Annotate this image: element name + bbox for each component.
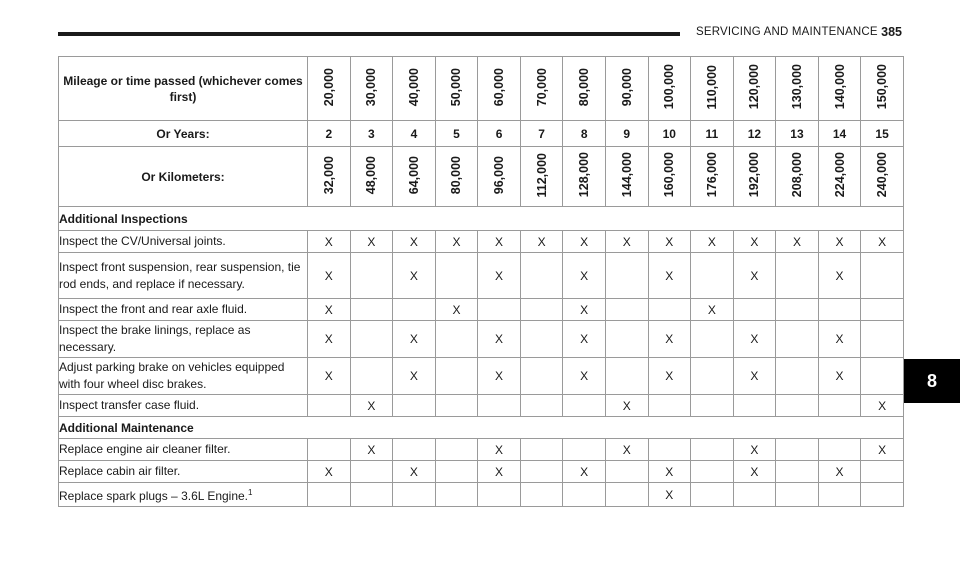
km-value: 224,000 [832,152,847,198]
schedule-mark: X [733,439,776,461]
mileage-label: Mileage or time passed (whichever comes first) [59,57,308,121]
schedule-mark: X [563,299,606,321]
year-value: 10 [648,121,691,147]
schedule-mark [818,439,861,461]
maintenance-schedule-table [58,56,904,507]
year-value: 4 [393,121,436,147]
km-value: 112,000 [534,152,549,198]
schedule-mark: X [350,231,393,253]
schedule-mark [648,395,691,417]
year-value: 9 [605,121,648,147]
schedule-mark [776,321,819,358]
km-cell [861,147,904,207]
section-title: Additional Inspections [59,207,904,231]
header-rule [58,32,680,36]
schedule-mark [861,253,904,299]
km-cell [308,147,351,207]
row-label: Inspect the CV/Universal joints. [59,234,226,248]
section-header-row [59,417,904,439]
mileage-cell [393,57,436,121]
km-value: 208,000 [789,152,804,198]
row-label-cell [59,299,308,321]
mileage-value: 150,000 [875,64,890,110]
schedule-mark [563,483,606,507]
schedule-mark: X [691,231,734,253]
km-cell [393,147,436,207]
schedule-mark [350,358,393,395]
schedule-mark: X [605,395,648,417]
schedule-mark: X [520,231,563,253]
row-label-cell [59,461,308,483]
years-label: Or Years: [59,121,308,147]
schedule-mark [691,253,734,299]
year-value: 11 [691,121,734,147]
schedule-mark: X [733,461,776,483]
row-label-cell [59,483,308,507]
schedule-mark: X [393,231,436,253]
schedule-mark [308,439,351,461]
schedule-mark: X [308,358,351,395]
km-value: 192,000 [747,152,762,198]
years-row [59,121,904,147]
mileage-value: 70,000 [534,67,549,107]
schedule-mark: X [563,358,606,395]
km-cell [563,147,606,207]
km-cell [350,147,393,207]
schedule-mark: X [478,253,521,299]
schedule-mark [861,321,904,358]
schedule-mark: X [818,358,861,395]
schedule-mark [776,395,819,417]
schedule-mark [308,483,351,507]
schedule-mark [520,483,563,507]
row-label: Replace cabin air filter. [59,464,181,478]
mileage-cell [691,57,734,121]
schedule-mark: X [563,253,606,299]
schedule-mark: X [861,231,904,253]
schedule-body [59,57,904,507]
page-header [58,24,902,44]
schedule-mark [478,483,521,507]
footnote-marker: 1 [248,488,253,497]
km-value: 48,000 [364,155,379,195]
schedule-mark: X [308,321,351,358]
schedule-mark [605,358,648,395]
table-row [59,299,904,321]
schedule-mark: X [478,461,521,483]
row-label: Inspect front suspension, rear suspension, tie rod ends, and replace if necessary. [59,259,301,291]
schedule-mark: X [861,395,904,417]
mileage-cell [350,57,393,121]
schedule-mark [605,299,648,321]
mileage-value: 100,000 [662,64,677,110]
schedule-mark: X [648,231,691,253]
schedule-mark [520,461,563,483]
schedule-mark: X [648,358,691,395]
schedule-mark [648,439,691,461]
schedule-mark: X [691,299,734,321]
schedule-mark: X [308,299,351,321]
schedule-mark: X [393,358,436,395]
km-value: 144,000 [619,152,634,198]
schedule-mark: X [733,321,776,358]
schedule-mark: X [308,461,351,483]
schedule-mark: X [563,231,606,253]
schedule-mark: X [563,321,606,358]
schedule-mark: X [435,299,478,321]
schedule-mark: X [563,461,606,483]
mileage-row [59,57,904,121]
mileage-value: 20,000 [321,67,336,107]
mileage-cell [648,57,691,121]
schedule-mark [563,395,606,417]
schedule-mark [776,461,819,483]
row-label: Inspect the front and rear axle fluid. [59,302,248,316]
schedule-mark [861,299,904,321]
schedule-mark: X [435,231,478,253]
table-row [59,461,904,483]
mileage-cell [478,57,521,121]
schedule-mark [776,483,819,507]
mileage-value: 140,000 [832,64,847,110]
schedule-mark: X [733,231,776,253]
mileage-cell [435,57,478,121]
mileage-value: 90,000 [619,67,634,107]
year-value: 5 [435,121,478,147]
schedule-mark [818,395,861,417]
schedule-mark [691,461,734,483]
km-value: 160,000 [662,152,677,198]
row-label: Inspect transfer case fluid. [59,398,200,412]
schedule-mark [520,395,563,417]
km-value: 176,000 [704,152,719,198]
schedule-mark: X [478,358,521,395]
row-label-cell [59,358,308,395]
schedule-mark [818,299,861,321]
schedule-mark: X [308,253,351,299]
km-value: 240,000 [875,152,890,198]
schedule-mark: X [393,321,436,358]
schedule-mark: X [648,321,691,358]
mileage-cell [861,57,904,121]
row-label-cell [59,253,308,299]
schedule-mark [393,299,436,321]
schedule-mark [776,299,819,321]
schedule-mark [861,483,904,507]
schedule-mark [605,461,648,483]
schedule-mark [605,253,648,299]
km-cell [520,147,563,207]
km-cell [776,147,819,207]
year-value: 15 [861,121,904,147]
row-label: Replace engine air cleaner filter. [59,442,231,456]
mileage-value: 110,000 [704,64,719,110]
mileage-cell [520,57,563,121]
schedule-mark: X [393,461,436,483]
schedule-mark [520,439,563,461]
schedule-mark: X [733,253,776,299]
schedule-mark [435,253,478,299]
km-value: 32,000 [321,155,336,195]
mileage-cell [308,57,351,121]
schedule-mark [818,483,861,507]
row-label: Inspect the brake linings, replace as necessary. [59,323,251,354]
table-row [59,395,904,417]
year-value: 3 [350,121,393,147]
schedule-mark [563,439,606,461]
section-header-row [59,207,904,231]
row-label-cell [59,231,308,253]
schedule-mark [733,299,776,321]
row-label-cell [59,321,308,358]
km-cell [691,147,734,207]
km-cell [648,147,691,207]
schedule-mark: X [733,358,776,395]
schedule-mark [691,439,734,461]
schedule-mark: X [648,253,691,299]
year-value: 12 [733,121,776,147]
schedule-mark: X [818,231,861,253]
mileage-value: 40,000 [406,67,421,107]
km-value: 96,000 [492,155,507,195]
schedule-mark [861,461,904,483]
schedule-mark: X [648,483,691,507]
schedule-mark [435,461,478,483]
schedule-mark: X [648,461,691,483]
mileage-cell [818,57,861,121]
schedule-mark [691,483,734,507]
schedule-mark: X [350,439,393,461]
section-title: SERVICING AND MAINTENANCE [696,26,878,38]
chapter-tab: 8 [904,359,960,403]
schedule-mark [861,358,904,395]
schedule-mark [520,358,563,395]
km-row [59,147,904,207]
schedule-mark [478,395,521,417]
schedule-mark [691,321,734,358]
schedule-mark: X [478,439,521,461]
km-cell [605,147,648,207]
mileage-value: 80,000 [577,67,592,107]
schedule-mark [435,321,478,358]
schedule-mark [350,253,393,299]
schedule-mark [691,395,734,417]
schedule-mark: X [861,439,904,461]
mileage-value: 60,000 [492,67,507,107]
section-title: Additional Maintenance [59,417,904,439]
mileage-value: 120,000 [747,64,762,110]
km-value: 128,000 [577,152,592,198]
schedule-mark [733,395,776,417]
schedule-mark [691,358,734,395]
km-label: Or Kilometers: [59,147,308,207]
year-value: 7 [520,121,563,147]
year-value: 2 [308,121,351,147]
page-number: 385 [881,25,902,39]
mileage-cell [733,57,776,121]
year-value: 14 [818,121,861,147]
year-value: 8 [563,121,606,147]
schedule-mark: X [308,231,351,253]
mileage-cell [563,57,606,121]
schedule-mark [393,439,436,461]
schedule-mark: X [818,253,861,299]
mileage-cell [605,57,648,121]
row-label-cell [59,439,308,461]
table-row [59,321,904,358]
schedule-mark [733,483,776,507]
schedule-mark [350,321,393,358]
schedule-mark [350,483,393,507]
schedule-mark [350,461,393,483]
year-value: 6 [478,121,521,147]
schedule-mark [776,358,819,395]
km-value: 64,000 [406,155,421,195]
table-row [59,358,904,395]
schedule-mark [435,395,478,417]
schedule-mark: X [605,439,648,461]
schedule-mark [435,439,478,461]
schedule-mark: X [605,231,648,253]
mileage-cell [776,57,819,121]
schedule-mark: X [818,461,861,483]
schedule-mark [350,299,393,321]
schedule-mark [435,483,478,507]
schedule-mark: X [350,395,393,417]
schedule-mark [776,439,819,461]
km-cell [818,147,861,207]
table-row [59,439,904,461]
table-row [59,483,904,507]
mileage-value: 30,000 [364,67,379,107]
schedule-mark [520,321,563,358]
schedule-mark [520,253,563,299]
table-row [59,231,904,253]
schedule-mark [393,395,436,417]
schedule-mark [308,395,351,417]
schedule-mark [648,299,691,321]
row-label: Replace spark plugs – 3.6L Engine. [59,489,249,503]
schedule-mark: X [478,231,521,253]
year-value: 13 [776,121,819,147]
mileage-value: 130,000 [789,64,804,110]
row-label-cell [59,395,308,417]
schedule-mark: X [393,253,436,299]
schedule-mark [776,253,819,299]
row-label: Adjust parking brake on vehicles equipped with four wheel disc brakes. [59,360,285,391]
schedule-mark: X [818,321,861,358]
km-cell [733,147,776,207]
km-cell [435,147,478,207]
schedule-mark [605,321,648,358]
km-cell [478,147,521,207]
table-row [59,253,904,299]
schedule-mark [393,483,436,507]
schedule-mark [435,358,478,395]
schedule-mark [605,483,648,507]
mileage-value: 50,000 [449,67,464,107]
schedule-mark [520,299,563,321]
schedule-mark: X [776,231,819,253]
schedule-mark: X [478,321,521,358]
km-value: 80,000 [449,155,464,195]
schedule-mark [478,299,521,321]
